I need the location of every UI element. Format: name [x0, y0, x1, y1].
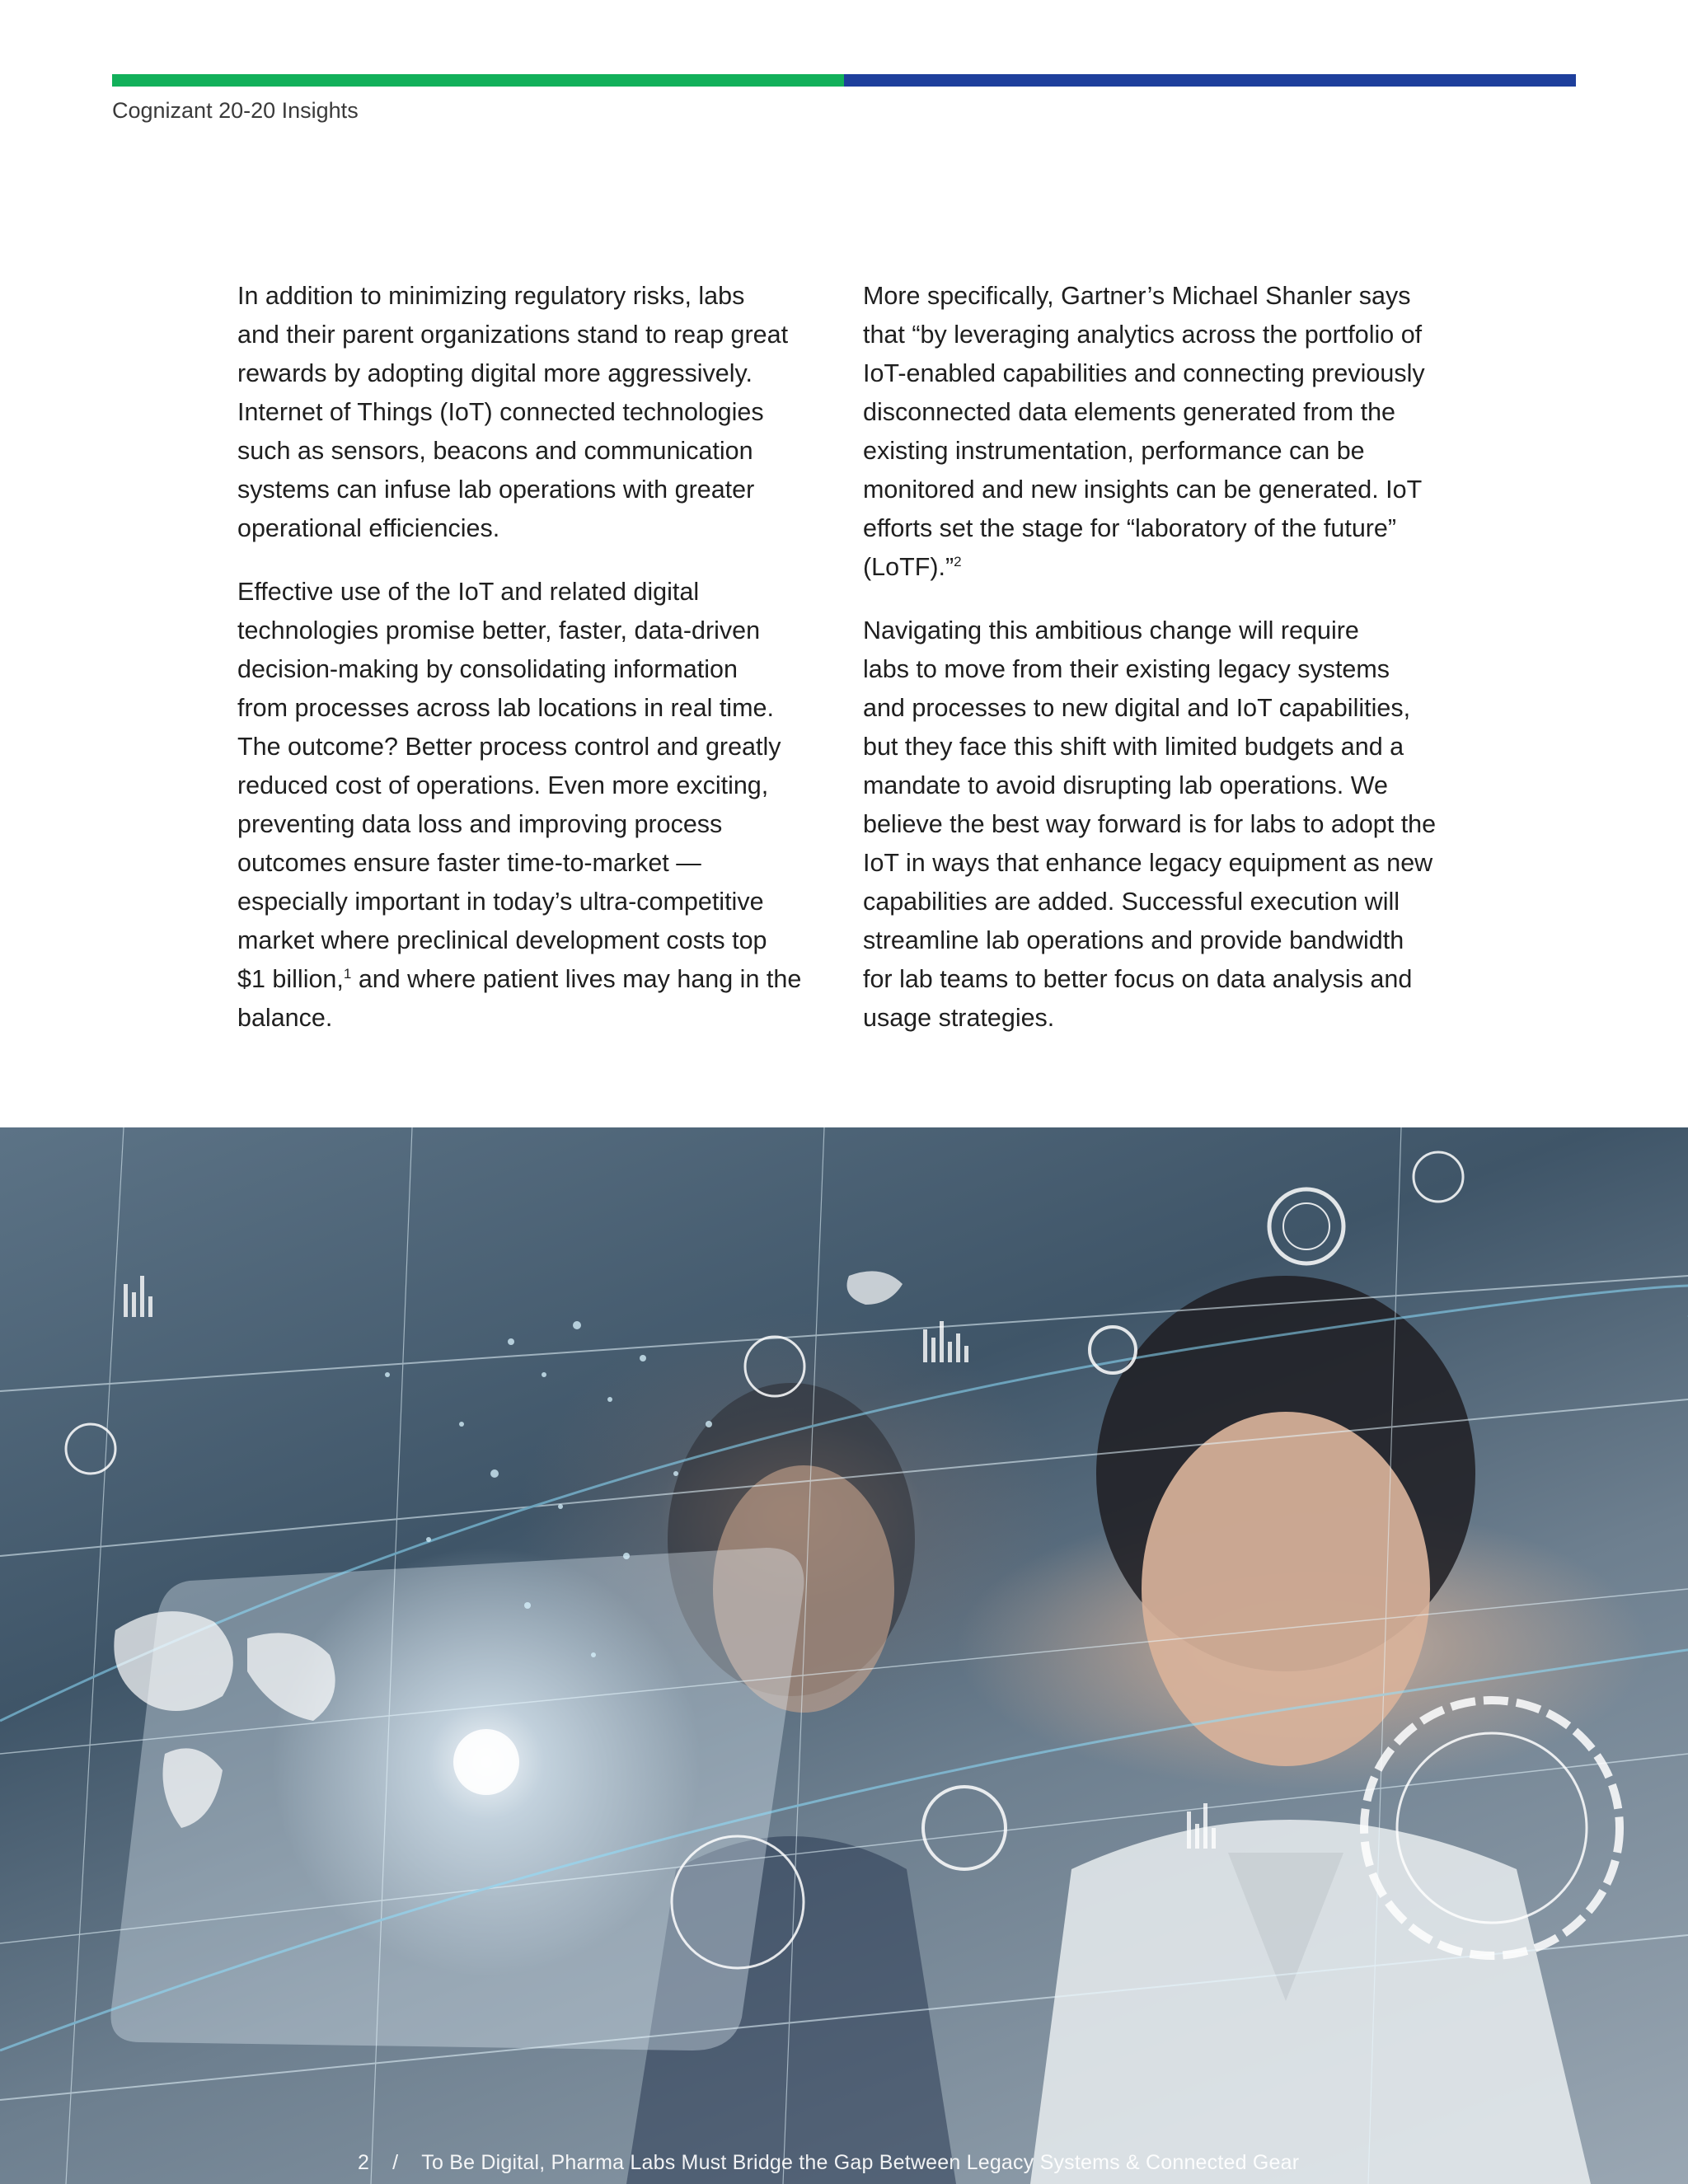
page-footer — [358, 2151, 1299, 2175]
right-paragraph-2: Navigating this ambitious change will require labs to move from their existing legacy systems and processes to new digital and IoT capabilities, but they face this shift with limited budgets and a mandate to avoid disrupting lab operations. We believe the best way forward is for labs to adopt the IoT in ways that enhance legacy equipment as new capabilities are added. Successful execution will streamline lab operations and provide bandwidth for lab teams to better focus on data analysis and usage strategies. — [863, 616, 1437, 1032]
person-right-silhouette — [1030, 1276, 1591, 2184]
footer-separator: / — [392, 2151, 399, 2174]
page-number: 2 — [358, 2151, 370, 2174]
footnote-ref-1[interactable]: 1 — [343, 965, 352, 982]
header-brand: Cognizant 20-20 Insights — [112, 98, 359, 123]
footnote-ref-2[interactable]: 2 — [954, 553, 962, 569]
top-color-bar — [112, 74, 1576, 87]
left-paragraph-2-text-b: and where patient lives may hang in the balance. — [237, 965, 802, 1032]
right-column — [863, 277, 1456, 1062]
left-paragraph-2 — [237, 573, 814, 1038]
hero-photo — [0, 1127, 1688, 2184]
footer-document-title: To Be Digital, Pharma Labs Must Bridge the Gap Between Legacy Systems & Connected Gear — [421, 2151, 1300, 2174]
left-column — [237, 277, 814, 1062]
left-paragraph-1: In addition to minimizing regulatory risks, labs and their parent organizations stand to reap great rewards by adopting digital more aggressively. Internet of Things (IoT) connected technologies such as sensors, beacons and communication systems can infuse lab operations with greater operational efficiencies. — [237, 282, 789, 542]
tablet-glare — [453, 1729, 519, 1795]
top-bar-blue-segment — [844, 74, 1576, 87]
hud-overlay-graphic — [0, 1127, 1688, 2184]
left-paragraph-2-text-a: Effective use of the IoT and related digital technologies promise better, faster, data-driven decision-making by consolidating information from processes across lab locations in real time. The outcome? Better process control and greatly reduced cost of operations. Even more exciting, preventing data loss and improving process outcomes ensure faster time-to-market — especially important in today’s ultra-competitive market where preclinical development costs top $1 billion, — [237, 578, 781, 993]
right-paragraph-1-text: More specifically, Gartner’s Michael Shanler says that “by leveraging analytics across the portfolio of IoT-enabled capabilities and connecting previously disconnected data elements generated from the existing instrumentation, performance can be monitored and new insights can be generated. IoT efforts set the stage for “laboratory of the future” (LoTF).” — [863, 282, 1425, 581]
right-paragraph-1 — [863, 277, 1456, 587]
top-bar-green-segment — [112, 74, 844, 87]
